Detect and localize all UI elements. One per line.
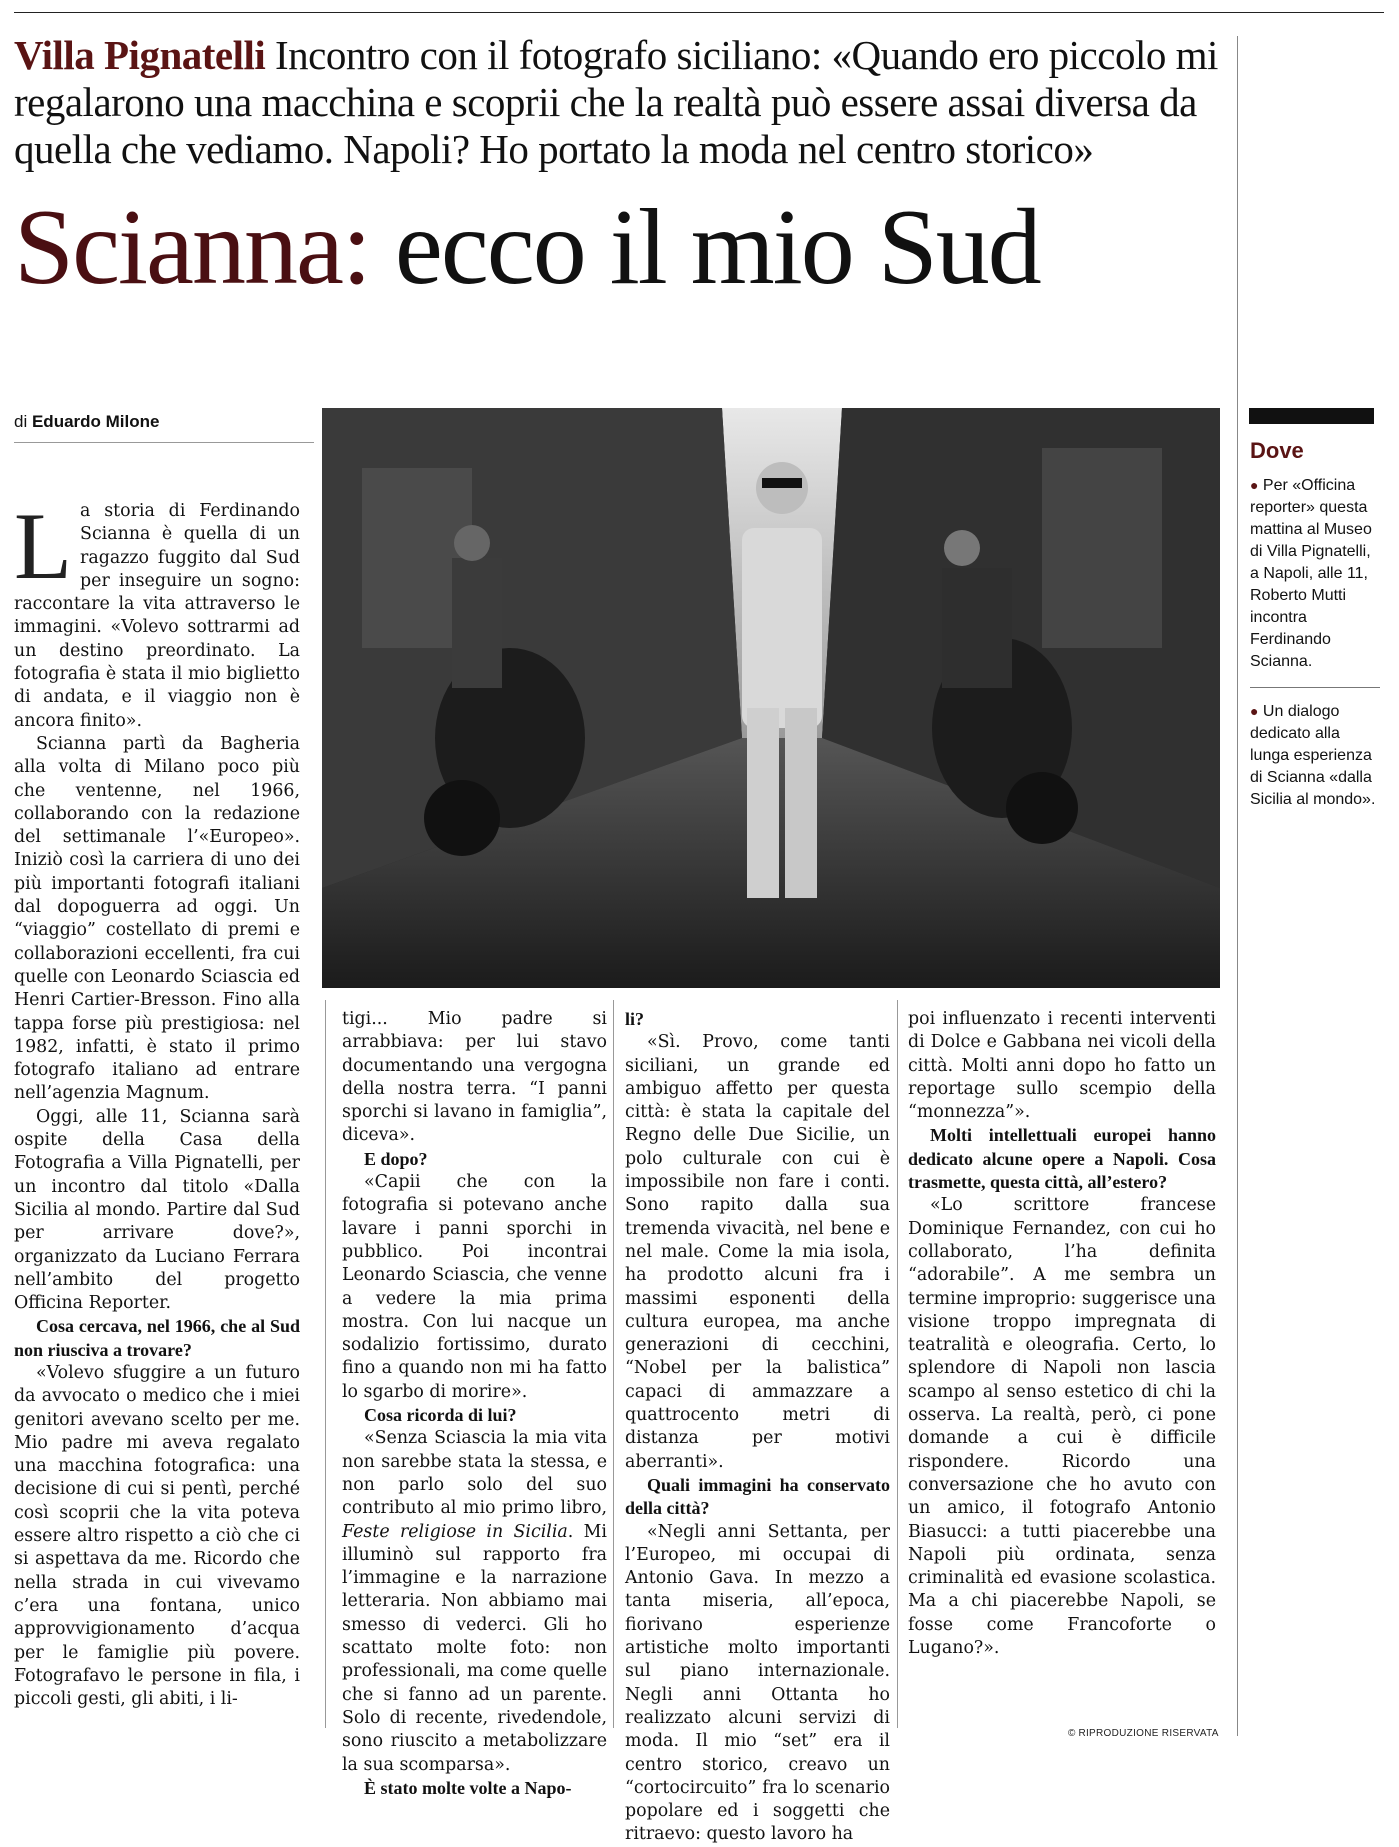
interview-question: E dopo? <box>364 1148 428 1169</box>
sidebar-divider <box>1237 36 1238 1736</box>
sidebar-item-text: Per «Officina reporter» questa mattina al Museo di Villa Pignatelli, a Napoli, alle 11, Roberto Mutti incontra Ferdinando Scianna. <box>1250 477 1372 670</box>
kicker-text: Incontro con il fotografo siciliano: «Quando ero piccolo mi regalarono una macchina e scoprii che la realtà può essere assai diversa da quella che vediamo. Napoli? Ho portato la moda nel centro storico» <box>14 32 1218 172</box>
interview-question: È stato molte volte a Napo- <box>364 1777 572 1798</box>
article-column-3 <box>625 1008 890 1847</box>
sidebar-rule <box>1250 687 1380 688</box>
copyright-notice <box>1068 1728 1219 1739</box>
interview-question: Quali immagini ha conservato della città? <box>625 1474 890 1519</box>
article-paragraph: poi influenzato i recenti interventi di Dolce e Gabbana nei vicoli della città. Molti anni dopo ho fatto un reportage sullo scempio della “monnezza”». <box>908 1009 1216 1123</box>
article-column-4 <box>908 1008 1216 1660</box>
headline <box>14 190 1224 306</box>
byline-author: Eduardo Milone <box>31 412 160 431</box>
interview-question: li? <box>625 1009 645 1029</box>
headline-name: Scianna: <box>14 188 370 307</box>
article-paragraph <box>14 493 300 733</box>
article-paragraph: Scianna partì da Bagheria alla volta di Milano poco più che ventenne, nel 1966, collaborando con la redazione del settimanale l’«Europeo». Iniziò così la carriera di uno dei più importanti fotografi italiani dal dopoguerra ad oggi. Un “viaggio” costellato di premi e collaborazioni eccellenti, fra cui quelle con Leonardo Sciascia ed Henri Cartier-Bresson. Fino alla tappa forse più prestigiosa: nel 1982, infatti, è stato il primo fotografo italiano ad entrare nell’agenzia Magnum. <box>14 733 300 1104</box>
article-paragraph: tigi... Mio padre si arrabbiava: per lui stavo documentando una vergogna della nostra terra. “I panni sporchi si lavano in famiglia”, diceva». <box>342 1009 607 1146</box>
bullet-icon: ● <box>1250 703 1259 719</box>
article-column-2 <box>342 1008 607 1800</box>
byline-prefix: di <box>14 412 28 431</box>
article-paragraph: «Negli anni Settanta, per l’Europeo, mi occupai di Antonio Gava. In mezzo a tanta miseria, all’epoca, fiorivano esperienze artistiche molto importanti sul piano internazionale. Negli anni Ottanta ho realizzato alcuni servizi di moda. Il mio “set” era il centro storico, creavo un “cortocircuito” fra lo scenario popolare ed i soggetti che ritraevo: questo lavoro ha <box>625 1521 890 1845</box>
sidebar-bar <box>1249 408 1374 424</box>
top-rule <box>14 12 1384 13</box>
column-rule <box>897 1000 898 1728</box>
article-photo <box>322 408 1220 988</box>
paragraph-text: a storia di Ferdinando Scianna è quella di un ragazzo fuggito dal Sud per inseguire un sogno: raccontare la vita attraverso le immagini. «Volevo sottrarmi ad un destino preordinato. La fotografia è stata il mio biglietto di andata, e il viaggio non è ancora finito». <box>14 501 300 731</box>
copyright-symbol: © <box>1068 1728 1076 1739</box>
article-paragraph: «Volevo sfuggire a un futuro da avvocato o medico che i miei genitori avevano scelto per me. Mio padre mi aveva regalato una macchina fotografica: una decisione di cui si pentì, perché così scoprii che la vita poteva essere altro rispetto a ciò che ci si aspettava da me. Ricordo che nella strada in cui vivevamo c’era una fontana, unico approvvigionamento d’acqua per le famiglie più povere. Fotografavo le persone in fila, i piccoli gesti, gli abiti, i li- <box>14 1362 300 1710</box>
paragraph-text: «Senza Sciascia la mia vita non sarebbe stata la stessa, e non parlo solo del suo contributo al mio primo libro, <box>342 1428 607 1519</box>
interview-question: Molti intellettuali europei hanno dedicato alcune opere a Napoli. Cosa trasmette, questa città, all’estero? <box>908 1125 1216 1193</box>
paragraph-text: . Mi illuminò sul rapporto fra l’immagine e la narrazione letteraria. Non abbiamo mai smesso di vederci. Gli ho scattato molte foto: non professionali, ma come quelle che si fanno ad un parente. Solo di recente, rivedendole, sono riuscito a metabolizzare la sua scomparsa». <box>342 1521 607 1775</box>
copyright-text: RIPRODUZIONE RISERVATA <box>1078 1728 1219 1739</box>
interview-question: Cosa cercava, nel 1966, che al Sud non riusciva a trovare? <box>14 1316 300 1360</box>
kicker <box>14 32 1224 173</box>
interview-question: Cosa ricorda di lui? <box>364 1405 517 1426</box>
article-paragraph: «Lo scrittore francese Dominique Fernandez, con cui ho collaborato, l’ha definita “adorabile”. A me sembra un termine improprio: suggerisce una visione troppo impregnata di teatralità e oleografia. Certo, lo splendore di Napoli non lascia scampo al senso estetico di chi la osserva. La realtà, però, ci pone domande a cui è difficile rispondere. Ricordo una conversazione che ho avuto con un amico, il fotografo Antonio Biasucci: a tutti piacerebbe una Napoli più ordinata, senza criminalità ed evasione scolastica. Ma a chi piacerebbe Napoli, se fosse come Francoforte o Lugano?». <box>908 1195 1216 1659</box>
article-paragraph: Oggi, alle 11, Scianna sarà ospite della Casa della Fotografia a Villa Pignatelli, per un incontro dal titolo «Dalla Sicilia al mondo. Partire dal Sud per arrivare dove?», organizzato da Luciano Ferrara nell’ambito del progetto Officina Reporter. <box>14 1106 300 1314</box>
article-column-1 <box>14 493 300 1711</box>
kicker-name: Villa Pignatelli <box>14 32 266 78</box>
article-paragraph: «Sì. Provo, come tanti siciliani, un grande ed ambiguo affetto per questa città: è stata la capitale del Regno delle Due Sicilie, un polo culturale con cui è impossibile non fare i conti. Sono rapito dalla sua tremenda vivacità, nel bene e nel male. Come la mia isola, ha prodotto alcuni fra i massimi esponenti della cultura europea, ma anche generazioni di cecchini, “Nobel per la balistica” capaci di ammazzare a quattrocento metri di distanza per motivi aberranti». <box>625 1032 890 1472</box>
headline-rest: ecco il mio Sud <box>394 188 1040 307</box>
article-paragraph: «Capii che con la fotografia si potevano anche lavare i panni sporchi in pubblico. Poi incontrai Leonardo Sciascia, che venne a vedere la mia prima mostra. Con lui nacque un sodalizio fortissimo, durato fino a quando non mi ha fatto lo sgarbo di morire». <box>342 1172 607 1402</box>
byline <box>14 412 159 432</box>
byline-rule <box>14 442 314 443</box>
sidebar-box <box>1243 408 1393 811</box>
drop-cap: L <box>14 493 73 599</box>
sidebar-title: Dove <box>1250 438 1304 463</box>
column-rule <box>613 1000 614 1728</box>
article-paragraph <box>342 1427 607 1776</box>
column-rule <box>325 1000 326 1728</box>
sidebar-item <box>1250 474 1380 673</box>
sidebar-item-text: Un dialogo dedicato alla lunga esperienza di Scianna «dalla Sicilia al mondo». <box>1250 703 1376 808</box>
book-title: Feste religiose in Sicilia <box>342 1521 568 1542</box>
photo-street-fashion-icon <box>322 408 1220 988</box>
bullet-icon: ● <box>1250 477 1259 493</box>
sidebar-item <box>1250 700 1380 811</box>
